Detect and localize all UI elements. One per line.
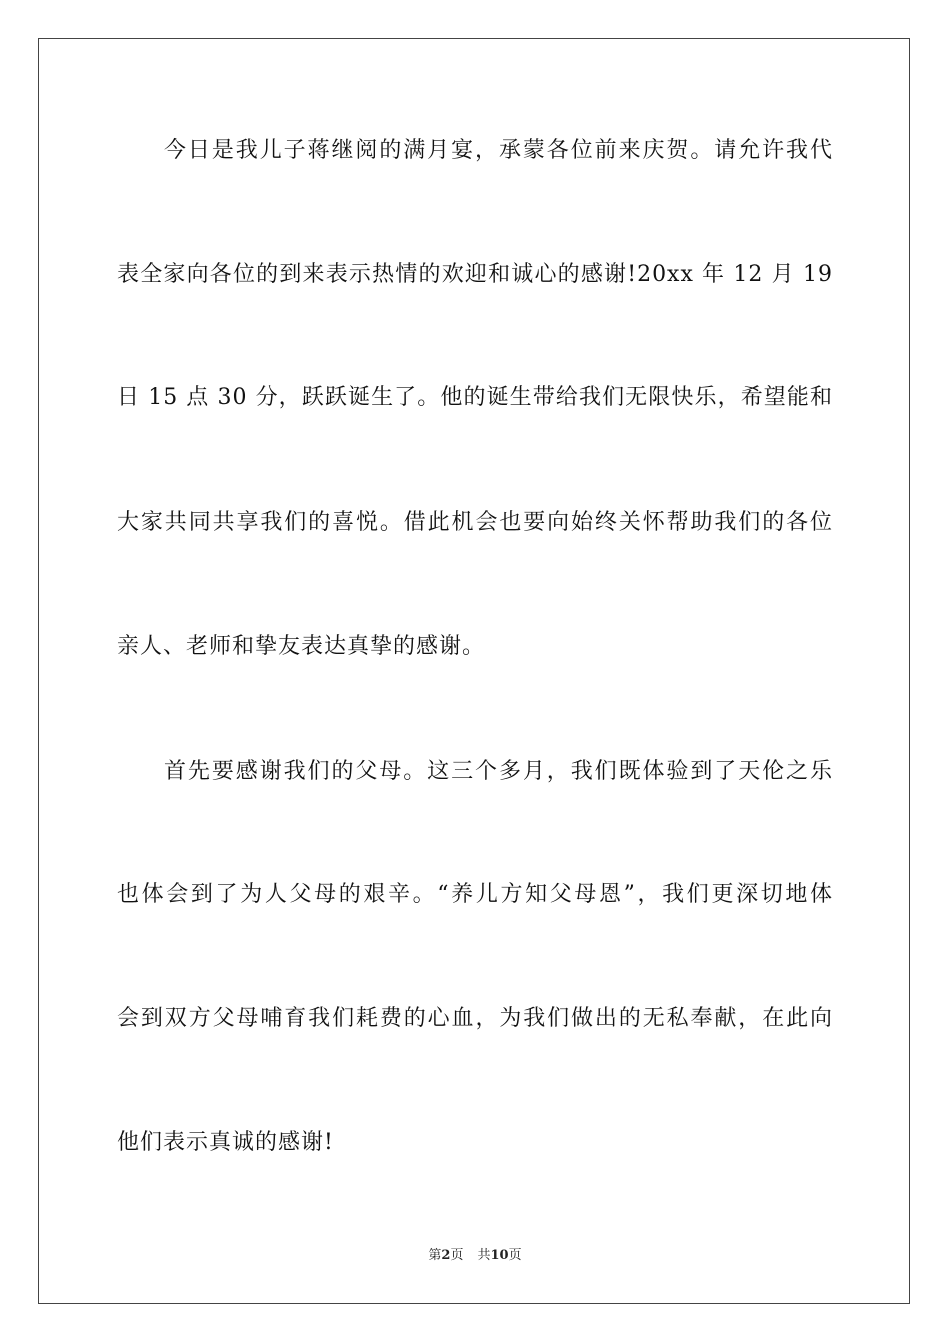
page-footer [0, 1247, 950, 1265]
total-label-suffix: 页 [508, 1248, 522, 1263]
paragraph-2-line-3: 会到双方父母哺育我们耗费的心血，为我们做出的无私奉献，在此向 [117, 1006, 833, 1031]
paragraph-2-line-4: 他们表示真诚的感谢! [117, 1130, 334, 1155]
total-label-prefix: 共 [477, 1248, 491, 1263]
paragraph-1-line-5: 亲人、老师和挚友表达真挚的感谢。 [117, 634, 486, 659]
paragraph-2-line-1: 首先要感谢我们的父母。这三个多月，我们既体验到了天伦之乐 [164, 759, 833, 784]
paragraph-1-line-4: 大家共同共享我们的喜悦。借此机会也要向始终关怀帮助我们的各位 [117, 510, 833, 535]
current-page-number: 2 [441, 1248, 451, 1263]
total-pages-number: 10 [490, 1248, 509, 1263]
paragraph-1-line-2: 表全家向各位的到来表示热情的欢迎和诚心的感谢!20xx 年 12 月 19 [117, 262, 833, 287]
page-label-prefix: 第 [428, 1248, 442, 1263]
paragraph-1-line-3: 日 15 点 30 分，跃跃诞生了。他的诞生带给我们无限快乐，希望能和 [117, 385, 833, 410]
paragraph-1-line-1: 今日是我儿子蒋继阅的满月宴，承蒙各位前来庆贺。请允许我代 [164, 138, 833, 163]
page-label-suffix: 页 [450, 1248, 464, 1263]
paragraph-2-line-2: 也体会到了为人父母的艰辛。“养儿方知父母恩”，我们更深切地体 [117, 882, 833, 907]
page-border [38, 38, 910, 1304]
